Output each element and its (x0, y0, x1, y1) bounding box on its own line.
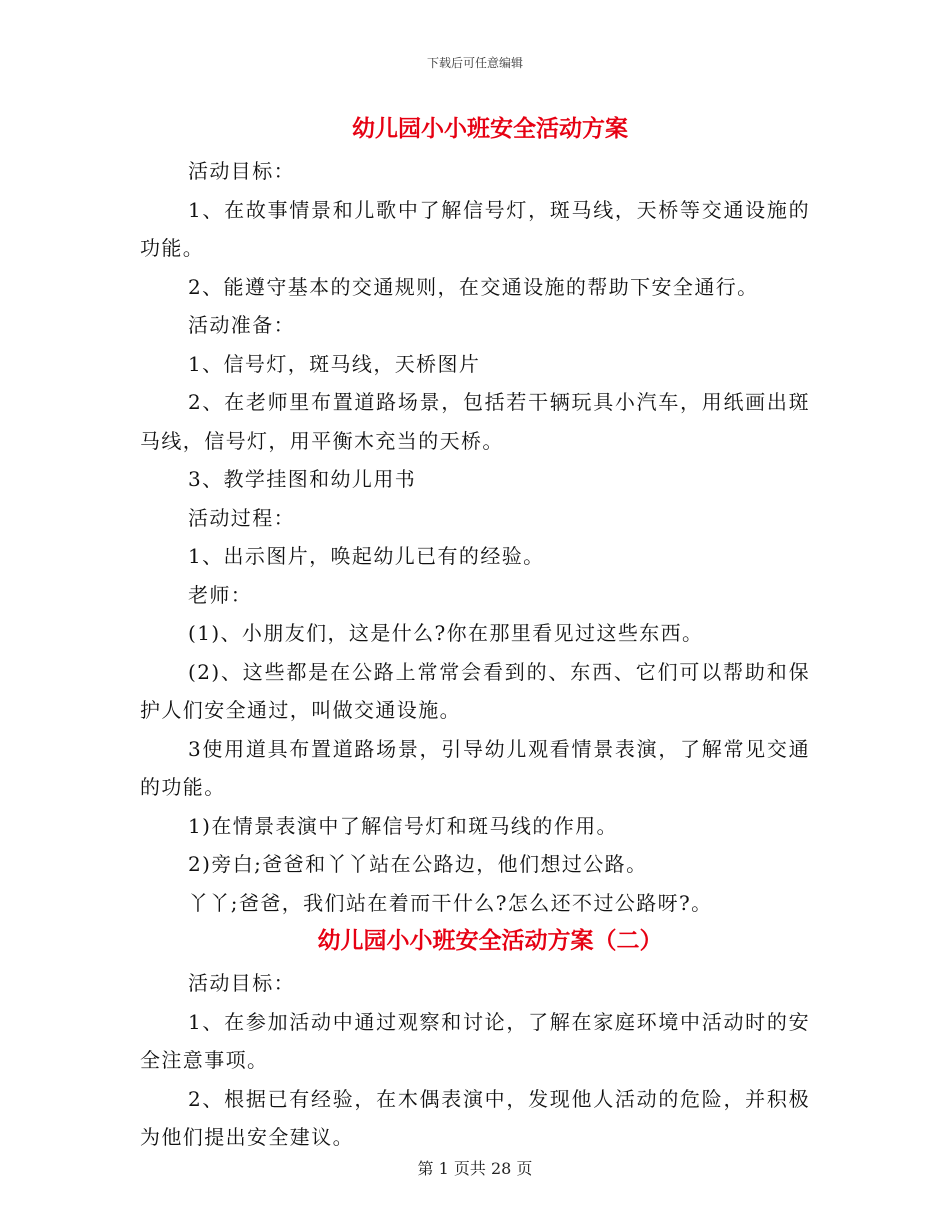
paragraph: (2)、这些都是在公路上常常会看到的、东西、它们可以帮助和保护人们安全通过，叫做交通设施。 (140, 659, 810, 722)
paragraph: 1、出示图片，唤起幼儿已有的经验。 (188, 544, 545, 568)
paragraph: 2、根据已有经验，在木偶表演中，发现他人活动的危险，并积极为他们提出安全建议。 (140, 1086, 810, 1149)
paragraph: 丫丫;爸爸，我们站在着而干什么?怎么还不过公路呀?。 (188, 890, 713, 915)
paragraph: 老师： (188, 582, 253, 607)
paragraph: 1)在情景表演中了解信号灯和斑马线的作用。 (188, 813, 618, 838)
paragraph: 2、在老师里布置道路场景，包括若干辆玩具小汽车，用纸画出斑马线，信号灯，用平衡木充当的天桥。 (140, 390, 810, 453)
paragraph: 1、在参加活动中通过观察和讨论，了解在家庭环境中活动时的安全注意事项。 (140, 1009, 810, 1072)
paragraph: 1、在故事情景和儿歌中了解信号灯，斑马线，天桥等交通设施的功能。 (140, 197, 810, 260)
section-title-2: 幼儿园小小班安全活动方案（二） (317, 927, 663, 954)
page-footer: 第 1 页共 28 页 (417, 1159, 533, 1178)
paragraph: 2)旁白;爸爸和丫丫站在公路边，他们想过公路。 (188, 852, 648, 876)
paragraph: 1、信号灯，斑马线，天桥图片 (188, 351, 481, 376)
paragraph: 2、能遵守基本的交通规则，在交通设施的帮助下安全通行。 (188, 274, 759, 299)
paragraph: 活动目标： (188, 159, 295, 183)
section-2-content (140, 964, 810, 1157)
paragraph: 3、教学挂图和幼儿用书 (188, 467, 417, 491)
page-header: 下载后可任意编辑 (426, 56, 523, 70)
paragraph: (1)、小朋友们，这是什么?你在那里看见过这些东西。 (188, 621, 704, 645)
document-body (140, 106, 810, 1157)
paragraph: 3使用道具布置道路场景，引导幼儿观看情景表演，了解常见交通的功能。 (140, 736, 810, 799)
paragraph: 活动过程： (188, 505, 295, 530)
paragraph: 活动目标： (188, 971, 295, 995)
section-1-content (140, 152, 810, 922)
paragraph: 活动准备： (188, 313, 295, 337)
section-title-1: 幼儿园小小班安全活动方案 (352, 115, 628, 142)
